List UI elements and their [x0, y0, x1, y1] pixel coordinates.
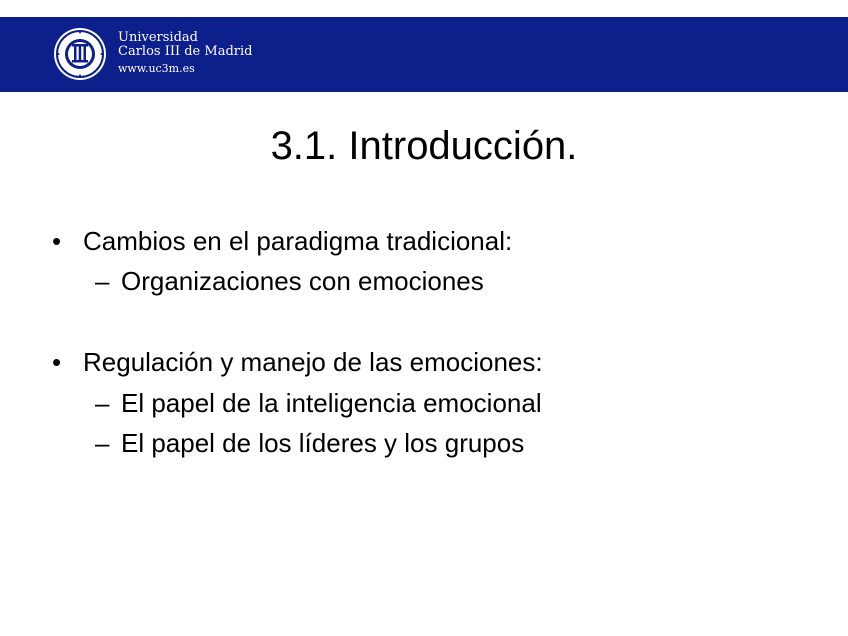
- bullet-item: Cambios en el paradigma tradicional:: [83, 226, 513, 256]
- subitem: El papel de los líderes y los grupos: [121, 428, 525, 458]
- university-seal-icon: [53, 27, 107, 81]
- bullet-item: Regulación y manejo de las emociones:: [83, 347, 543, 377]
- subitem-marker: –: [95, 266, 110, 296]
- slide-title: 3.1. Introducción.: [270, 124, 578, 168]
- header-banner: [0, 17, 848, 92]
- subitem: Organizaciones con emociones: [121, 266, 484, 296]
- subitem: El papel de la inteligencia emocional: [121, 388, 542, 418]
- university-website: www.uc3m.es: [118, 62, 195, 75]
- university-brand: [118, 31, 252, 76]
- bullet-marker: •: [52, 226, 62, 256]
- university-name-line2: Carlos III de Madrid: [118, 44, 253, 59]
- subitem-marker: –: [95, 428, 110, 458]
- university-name-line1: Universidad: [118, 30, 198, 45]
- subitem-marker: –: [95, 388, 110, 418]
- bullet-marker: •: [52, 347, 62, 377]
